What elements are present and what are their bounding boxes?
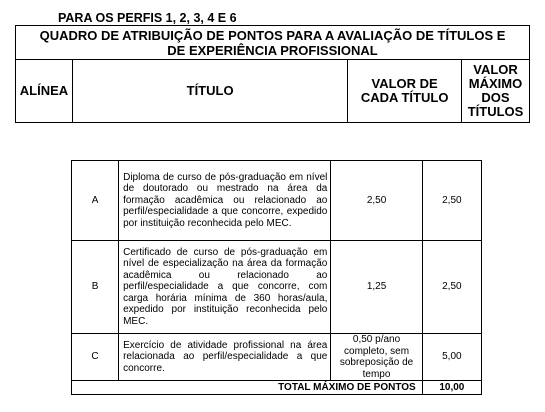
table-title-line-2: DE EXPERIÊNCIA PROFISSIONAL [167,42,378,58]
column-header-valor-line-2: CADA TÍTULO [360,90,449,105]
column-header-maximo-line-1: VALOR [473,62,518,77]
column-header-maximo-line-4: TÍTULOS [467,104,524,119]
row-maximo: 5,00 [422,334,481,381]
row-titulo: Diploma de curso de pós-graduação em nível de doutorado ou mestrado na área da formação acadêmica ou relacionado ao perfil/especialidade a que concorre, expedido por instituição reconhecida pelo MEC. [119,161,331,241]
header-table [15,25,530,123]
row-valor: 2,50 [331,161,422,241]
table-title-line-1: QUADRO DE ATRIBUIÇÃO DE PONTOS PARA A AVALIAÇÃO DE TÍTULOS E [39,27,506,43]
table-title [16,26,530,60]
column-header-maximo-line-2: MÁXIMO [468,76,523,91]
row-alinea: B [72,241,119,334]
row-alinea: A [72,161,119,241]
row-maximo: 2,50 [422,241,481,334]
row-maximo: 2,50 [422,161,481,241]
total-label: TOTAL MÁXIMO DE PONTOS [72,381,423,395]
row-titulo: Certificado de curso de pós-graduação em nível de especialização na área da formação acadêmica ou relacionado ao perfil/especialidade a que concorre, com carga horária mínima de 360 horas/aula, expedido por instituição reconhecida pelo MEC. [119,241,331,334]
total-value: 10,00 [422,381,481,395]
row-titulo: Exercício de atividade profissional na área relacionada ao perfil/especialidade a que concorre. [119,334,331,381]
table-row [72,241,482,334]
column-header-valor [348,60,462,123]
row-valor: 1,25 [331,241,422,334]
column-header-titulo: TÍTULO [72,60,347,123]
profiles-heading: PARA OS PERFIS 1, 2, 3, 4 E 6 [58,11,237,25]
column-header-maximo [462,60,530,123]
table-row [72,334,482,381]
row-valor: 0,50 p/ano completo, sem sobreposição de tempo [331,334,422,381]
column-header-maximo-line-3: DOS [481,90,510,105]
column-header-valor-line-1: VALOR DE [371,76,438,91]
table-row [72,161,482,241]
points-table [71,160,482,395]
row-alinea: C [72,334,119,381]
total-row [72,381,482,395]
column-header-alinea: ALÍNEA [16,60,73,123]
